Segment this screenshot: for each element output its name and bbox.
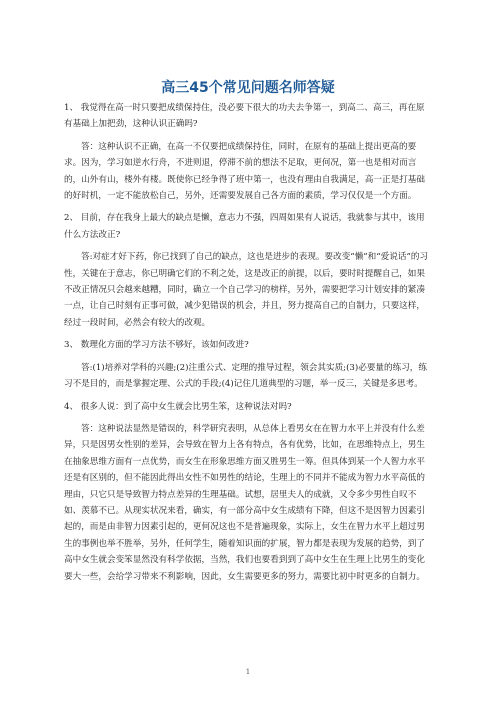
question-4: 4、 很多人说：到了高中女生就会比男生笨，这种说法对吗? [64, 401, 292, 412]
question-3: 3、 数理化方面的学习方法不够好，该如何改进? [64, 340, 249, 351]
answer-2: 答:对症才好下药，你已找到了自己的缺点，这也是进步的表现。要改变“懒”和“爱说话”的习性，关键在于意志，你已明确它们的不利之处，这是改正的前提，以后，要时时提醒自己，如果不改正情况只会越来越糟，同时，确立一个自己学习的榜样，另外，需要把学习计划安排的紧凑一点，让自己时刻有正事可做，减少犯错误的机会，并且，努力提高自己的自制力，只要这样，经过一段时间，必然会有较大的改观。 [64, 252, 429, 328]
answer-1: 答：这种认识不正确，在高一不仅要把成绩保持住，同时，在原有的基础上提出更高的要求。因为，学习如逆水行舟，不进则退，停滞不前的想法不足取，更何况，第一也是相对而言的，山外有山，楼外有楼。既使你已经争得了班中第一，也没有理由自我满足，高一正是打基础的好时机，一定不能放松自己，另外，还需要发展自己各方面的素质，学习仅仅是一个方面。 [64, 141, 425, 202]
answer-4: 答：这种说法显然是错误的，科学研究表明，从总体上看男女在在智力水平上并没有什么差异，只是因男女性别的差异，会导致在智力上各有特点，各有优势，比如，在思维特点上，男生在抽象思维方面有一点优势，而女生在形象思维方面又胜男生一筹。但具体到某一个人智力水平还是有区别的，但不能因此得出女性不如男性的结论，生理上的不同并不能成为智力水平高低的理由，只它只是导致智力特点差异的生理基础。试想，居里夫人的成就，又令多少男性自叹不如、羡慕不已。从现实状况来看，确实，有一部分高中女生成绩有下降，但这不是因智力因素引起的，而是由非智力因素引起的，更何况这也不是普遍现象，实际上，女生在智力水平上超过男生的事例也举不胜举，另外，任何学生，随着知识面的扩展，智力都是表现为发展的趋势，到了高中女生就会变笨显然没有科学依据，当然，我们也要看到到了高中女生在生理上比男生的变化要大一些，会给学习带来不利影响，因此，女生需要更多的努力，需要比初中时更多的自制力。 [64, 423, 425, 582]
question-1: 1、 我觉得在高一时只要把成绩保持住，没必要下很大的功夫去争第一，到高二、高三，再在原有基础上加把劲，这种认识正确吗? [64, 103, 425, 130]
question-2: 2、 目前，存在我身上最大的缺点是懒，意志力不强，四周如果有人说话，我就参与其中，该用什么方法改正? [64, 213, 425, 240]
page-number: 1 [245, 668, 251, 676]
document-body [64, 100, 432, 591]
answer-3: 答:(1)培养对学科的兴趣;(2)注重公式、定理的推导过程，领会其实质;(3)必要量的练习，练习不是目的，而是掌握定理、公式的手段;(4)记住几道典型的习题，举一反三，关键是多思考。 [64, 362, 427, 390]
document-title: 高三45个常见问题名师答疑 [161, 80, 335, 96]
